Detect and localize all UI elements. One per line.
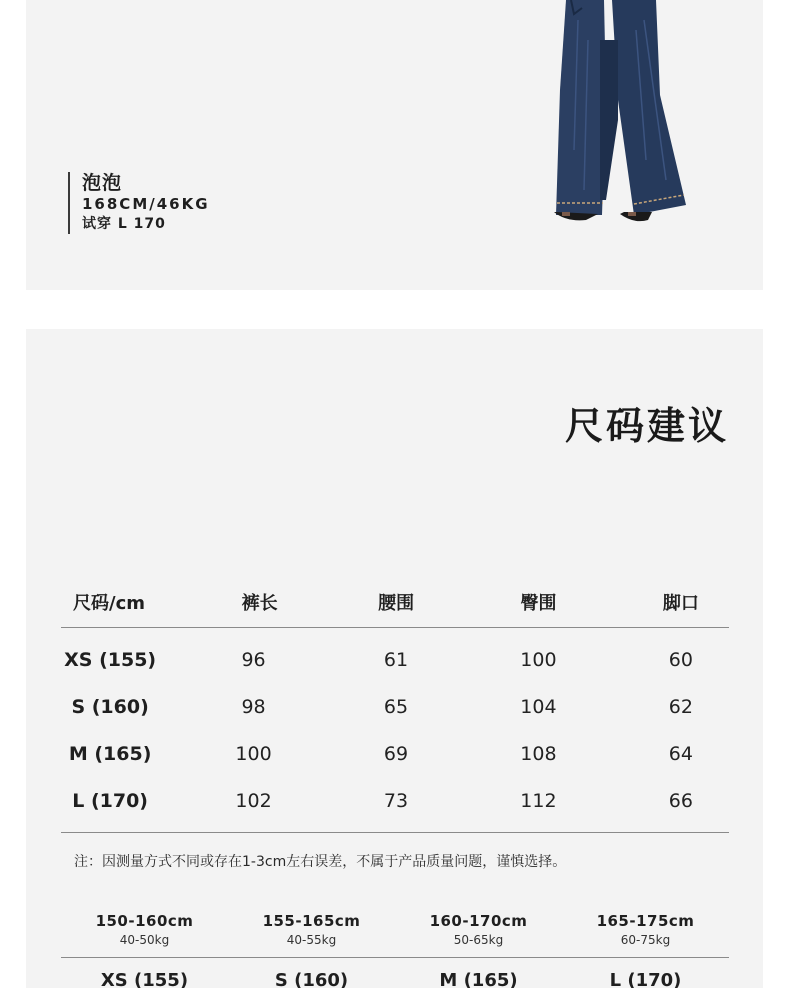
model-info [68, 172, 210, 234]
size-table [61, 577, 729, 833]
header-waist: 腰围 [378, 593, 415, 614]
recommendation-column [61, 911, 228, 949]
waist-value: 61 [383, 648, 409, 671]
table-row [61, 777, 729, 824]
recommended-size: XS (155) [100, 970, 189, 988]
weight-range: 60-75kg [620, 933, 671, 947]
model-name: 泡泡 [82, 172, 123, 194]
size-label: S (160) [71, 695, 149, 718]
size-label: L (170) [72, 789, 148, 812]
hip-value: 108 [520, 742, 557, 765]
table-row [61, 730, 729, 777]
model-height-weight: 168CM/46KG [82, 195, 210, 213]
size-label: XS (155) [64, 648, 157, 671]
hem-value: 62 [668, 695, 693, 718]
height-range: 160-170cm [429, 912, 528, 930]
hem-value: 64 [668, 742, 693, 765]
recommended-size: S (160) [274, 970, 349, 988]
recommended-size: M (165) [439, 970, 518, 988]
recommended-size: L (170) [609, 970, 682, 988]
waist-value: 65 [383, 695, 409, 718]
table-row [61, 636, 729, 683]
model-pants-image [526, 0, 696, 230]
table-row [61, 683, 729, 730]
model-try-on-size: 试穿 L 170 [82, 216, 166, 232]
height-range: 155-165cm [262, 912, 361, 930]
weight-range: 40-55kg [286, 933, 337, 947]
hip-value: 112 [520, 789, 557, 812]
recommendation-header [61, 911, 729, 958]
size-guide-panel [26, 329, 763, 988]
length-value: 102 [235, 789, 272, 812]
hem-value: 60 [668, 648, 693, 671]
size-table-body [61, 628, 729, 833]
header-hem: 脚口 [662, 593, 699, 614]
hem-value: 66 [668, 789, 693, 812]
header-size: 尺码/cm [73, 593, 145, 614]
length-value: 96 [241, 648, 266, 671]
recommended-sizes [61, 958, 729, 988]
header-length: 裤长 [241, 593, 278, 614]
measurement-note: 注：因测量方式不同或存在1-3cm左右误差，不属于产品质量问题，谨慎选择。 [74, 854, 567, 870]
length-value: 98 [241, 695, 266, 718]
recommendation-table [61, 911, 729, 988]
header-hip: 臀围 [520, 593, 557, 614]
size-guide-title: 尺码建议 [564, 404, 729, 448]
waist-value: 69 [383, 742, 409, 765]
waist-value: 73 [383, 789, 409, 812]
size-table-header [61, 577, 729, 628]
recommendation-column [228, 911, 395, 949]
size-label: M (165) [68, 742, 152, 765]
weight-range: 40-50kg [119, 933, 170, 947]
height-range: 165-175cm [596, 912, 695, 930]
hip-value: 100 [520, 648, 557, 671]
hip-value: 104 [520, 695, 557, 718]
model-photo-panel [26, 0, 763, 290]
weight-range: 50-65kg [453, 933, 504, 947]
recommendation-column [562, 911, 729, 949]
height-range: 150-160cm [95, 912, 194, 930]
length-value: 100 [235, 742, 272, 765]
recommendation-column [395, 911, 562, 949]
